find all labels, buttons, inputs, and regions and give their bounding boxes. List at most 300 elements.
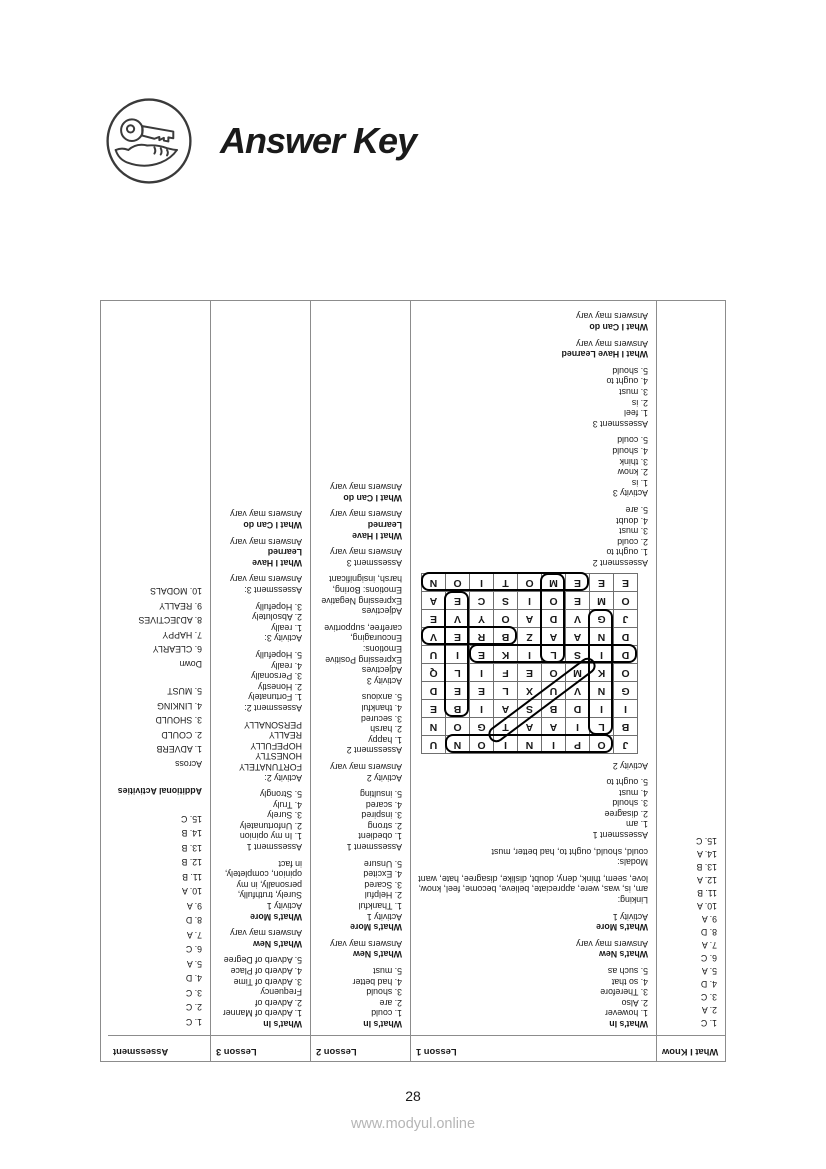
answer-section (416, 911, 648, 932)
answer-line: 1. am (625, 819, 648, 830)
word-outline-linking (589, 609, 614, 735)
answer-line: 1. obedient (358, 831, 402, 842)
section-label: What's More (350, 922, 402, 933)
answer-line: 4. Adverb of Place (230, 966, 302, 977)
answer-line: Answers may vary (576, 338, 648, 349)
answer-line: 4. LINKING (157, 701, 202, 711)
column-lesson-1 (411, 301, 657, 1061)
answer-line: 4. so that (611, 976, 648, 987)
grid-cell: E (421, 699, 445, 717)
word-outline-verb (422, 626, 518, 645)
answer-line: 4. D (185, 973, 202, 984)
section-label: What I Can do (243, 520, 302, 531)
answer-line: 2. know (617, 467, 648, 478)
answer-section (416, 873, 648, 905)
answer-line: 2. is (631, 397, 648, 408)
grid-cell: L (445, 663, 469, 681)
word-outline-opinion (446, 734, 614, 753)
answer-line: HONESTLY (255, 751, 302, 762)
key-in-hand-icon (104, 95, 194, 187)
grid-cell: V (445, 609, 469, 627)
answer-line: 2. are (379, 997, 402, 1008)
answer-line: 13. B (696, 862, 717, 872)
grid-cell: O (445, 717, 469, 735)
grid-cell: Z (517, 627, 541, 645)
answer-line: 6. CLEARLY (152, 644, 202, 655)
answer-section (416, 504, 648, 568)
answer-section (216, 719, 302, 783)
answer-line: 1. C (700, 1018, 717, 1028)
column-body (311, 482, 410, 1035)
answer-line: 1. happy (368, 734, 402, 745)
column-assessment (108, 301, 211, 1061)
answer-line: 4. ought to (606, 376, 648, 387)
section-label: What's More (596, 922, 648, 933)
answer-section (416, 846, 648, 867)
answer-line: 3. C (700, 992, 717, 1002)
answer-line: Assessment 2: (244, 702, 302, 713)
answer-line: 7. A (701, 940, 717, 950)
answer-section (216, 574, 302, 595)
answer-line: 1. ought to (606, 547, 648, 558)
grid-cell: Y (469, 609, 493, 627)
grid-cell: J (613, 735, 637, 753)
answer-line: 8. D (700, 927, 717, 937)
grid-cell: E (469, 681, 493, 699)
grid-cell: D (541, 609, 565, 627)
answer-line: 3. Therefore (600, 987, 648, 998)
grid-cell: V (565, 609, 589, 627)
grid-cell: K (493, 645, 517, 663)
grid-cell: O (517, 573, 541, 591)
word-outline-emotion (422, 572, 590, 591)
word-search-grid (419, 571, 638, 754)
section-label: What's New (598, 949, 648, 960)
answer-line: Activity 3 (612, 488, 648, 499)
answer-line: 3. should (366, 987, 402, 998)
grid-cell: A (541, 717, 565, 735)
grid-cell: E (589, 573, 613, 591)
grid-cell: D (613, 627, 637, 645)
grid-cell: N (517, 735, 541, 753)
answer-line: Across (175, 759, 202, 769)
grid-cell: O (541, 591, 565, 609)
answer-section (216, 789, 302, 853)
grid-cell: U (421, 645, 445, 663)
grid-cell: D (421, 681, 445, 699)
grid-cell: N (421, 573, 445, 591)
answer-section (316, 622, 402, 686)
answer-line: 5. anxious (361, 692, 402, 703)
answer-line: Activity 2: (264, 772, 302, 783)
answer-line: 4. Excited (363, 869, 402, 880)
answer-section (416, 938, 648, 959)
answer-line: Assessment 1 (592, 830, 648, 841)
answer-section (316, 482, 402, 503)
answer-line: 3. Hopefully (255, 601, 302, 612)
grid-cell: V (421, 627, 445, 645)
answer-section (216, 928, 302, 949)
section-label: What's New (352, 949, 402, 960)
answer-line: 4. D (700, 979, 717, 989)
grid-cell: C (469, 591, 493, 609)
column-header-lesson-1: Lesson 1 (411, 1035, 656, 1061)
answer-line: Assessment 2 (346, 745, 402, 756)
grid-cell: A (517, 717, 541, 735)
grid-cell: I (445, 645, 469, 663)
column-lesson-2 (311, 301, 411, 1061)
grid-cell: B (493, 627, 517, 645)
section-label: What I Can do (343, 492, 402, 503)
watermark-url: www.modyul.online (350, 1116, 476, 1132)
answer-line: PERSONALLY (243, 719, 302, 730)
answer-line: 1. ADVERB (156, 744, 202, 755)
answer-line: 3. think (619, 456, 648, 467)
answer-section (316, 938, 402, 959)
column-header-lesson-3: Lesson 3 (211, 1035, 310, 1061)
answer-key-table (100, 300, 726, 1062)
answer-section (316, 574, 402, 616)
grid-cell: O (613, 663, 637, 681)
grid-cell: B (445, 699, 469, 717)
grid-cell: O (541, 663, 565, 681)
grid-cell: F (493, 663, 517, 681)
grid-cell: A (541, 627, 565, 645)
answer-section (416, 760, 648, 771)
answer-line: 4. had better (352, 976, 402, 987)
answer-line: FORTUNATELY (238, 761, 302, 772)
answer-line: Adjectives Expressing Negative Emotions: Boring, harsh, insignificant (321, 574, 402, 617)
answer-line: 12. B (181, 857, 202, 868)
answer-section (662, 834, 717, 1029)
grid-cell: N (589, 627, 613, 645)
grid-cell: E (517, 663, 541, 681)
column-body (657, 826, 725, 1035)
answer-line: 2. A (701, 1005, 717, 1015)
answer-line: 3. should (612, 798, 648, 809)
answer-line: 5. Strongly (259, 789, 302, 800)
answer-line: 2. Helpful (364, 890, 402, 901)
answer-line: 5. A (186, 959, 202, 969)
grid-cell: U (421, 735, 445, 753)
answer-line: 5. ought to (606, 777, 648, 788)
grid-cell: I (469, 663, 493, 681)
answer-section (316, 761, 402, 782)
answer-line: 2. Unfortunately (239, 820, 302, 831)
answer-line: 5. Hopefully (255, 650, 302, 660)
grid-cell: P (565, 735, 589, 753)
grid-cell: L (541, 645, 565, 663)
answer-line: 11. B (182, 872, 202, 882)
answer-line: 2. Adverb of Frequency (255, 987, 302, 1008)
grid-cell: I (565, 717, 589, 735)
answer-line: 1. feel (624, 408, 648, 419)
grid-cell: B (541, 699, 565, 717)
column-header-what-i-know: What I Know (657, 1035, 725, 1061)
grid-cell: I (517, 645, 541, 663)
answer-section (216, 536, 302, 568)
grid-cell: U (541, 681, 565, 699)
answer-line: 1. is (631, 477, 648, 488)
answer-line: 10. A (696, 901, 717, 911)
answer-line: 15. C (180, 814, 202, 824)
column-header-assessment: Assessment (108, 1035, 210, 1061)
answer-section (416, 365, 648, 429)
answer-section (316, 692, 402, 756)
answer-line: 5. Unsure (363, 858, 402, 869)
answer-line: Assessment 3: (244, 585, 302, 596)
answer-line: Adjectives Expressing Positive Emotions: Encouraging, carefree, supportive (324, 622, 402, 676)
answer-line: 3. must (619, 387, 648, 398)
answer-line: 1. Thankful (358, 901, 402, 912)
section-label: What I Can do (589, 322, 648, 333)
answer-line: 5. MUST (167, 686, 202, 697)
grid-cell: E (445, 681, 469, 699)
grid-cell: Q (421, 663, 445, 681)
answer-line: 1. however (604, 1008, 648, 1019)
answer-section (316, 789, 402, 853)
answer-line: 1. Fortunately (248, 692, 302, 703)
answer-line: Activity 1 (366, 911, 402, 922)
answer-line: 5. could (617, 435, 648, 446)
answer-line: 3. SHOULD (155, 715, 202, 726)
column-header-lesson-2: Lesson 2 (311, 1035, 410, 1061)
answer-line: 10. A (181, 886, 202, 897)
answer-line: 8. D (185, 915, 202, 926)
section-label: Additional Activities (117, 786, 202, 797)
grid-cell: N (589, 681, 613, 699)
answer-line: 10. MODALS (150, 586, 202, 597)
grid-cell: M (589, 591, 613, 609)
grid-cell: I (589, 645, 613, 663)
answer-line: Assessment 1 (246, 842, 302, 853)
answer-line: am, is, was, were, appreciate, believe, become, feel, know, love, seem, think, deny, doubt, dislike, disagree, hate, want (418, 873, 648, 895)
answer-line: 3. must (619, 526, 648, 537)
answer-line: REALLY (268, 730, 302, 741)
answer-line: 2. could (617, 536, 648, 547)
answer-line: 1. Adverb of Manner (222, 1008, 302, 1019)
grid-cell: I (517, 591, 541, 609)
answer-line: 2. C (185, 1002, 202, 1013)
section-label: What's New (252, 938, 302, 949)
answer-line: Answers may vary (330, 938, 402, 949)
answer-line: 4. Truly (273, 799, 302, 810)
column-body (108, 571, 210, 1035)
grid-cell: S (517, 699, 541, 717)
answer-line: Surely, truthfully, personally, in my opinion, completely, in fact (224, 858, 302, 901)
grid-cell: B (613, 717, 637, 735)
grid-cell: T (493, 573, 517, 591)
grid-cell: X (517, 681, 541, 699)
section-label: What's In (609, 1019, 648, 1029)
answer-line: Assessment 1 (346, 842, 402, 853)
answer-line: 3. inspired (361, 810, 402, 821)
answer-line: 3. C (185, 988, 202, 998)
grid-cell: S (565, 645, 589, 663)
answer-line: Answers may vary (230, 536, 302, 547)
answer-line: Answers may vary (330, 482, 402, 493)
grid-cell: J (613, 609, 637, 627)
grid-cell: I (469, 699, 493, 717)
answer-section (416, 777, 648, 841)
grid-cell: D (565, 699, 589, 717)
answer-line: Modals: (617, 857, 648, 868)
page-header (104, 95, 416, 187)
column-lesson-3 (211, 301, 311, 1061)
answer-line: 12. A (696, 875, 717, 885)
grid-cell: T (493, 717, 517, 735)
answer-line: 5. A (701, 966, 717, 976)
answer-line: Answers may vary (230, 574, 302, 585)
word-outline-believe (445, 591, 470, 717)
answer-section (113, 584, 202, 671)
answer-line: Activity 2 (366, 772, 402, 783)
answer-line: Activity 1 (266, 901, 302, 912)
grid-cell: R (469, 627, 493, 645)
answer-line: 7. A (186, 930, 202, 940)
grid-cell: A (517, 609, 541, 627)
answer-section (316, 858, 402, 932)
answer-line: 5. must (373, 966, 402, 977)
answer-line: 2. Absolutely (252, 612, 302, 623)
grid-cell: I (469, 573, 493, 591)
grid-cell: I (493, 735, 517, 753)
grid-cell: O (493, 609, 517, 627)
grid-cell: M (541, 573, 565, 591)
answer-section (216, 601, 302, 643)
grid-cell: G (589, 609, 613, 627)
answer-line: Assessment 3 (346, 557, 402, 568)
answer-section (316, 547, 402, 568)
answer-line: Activity 1 (612, 911, 648, 922)
answer-line: 5. should (612, 365, 648, 376)
grid-cell: S (493, 591, 517, 609)
answer-line: 4. must (619, 787, 648, 798)
answer-section (216, 649, 302, 713)
grid-cell: E (565, 573, 589, 591)
grid-cell: O (469, 735, 493, 753)
answer-section (316, 965, 402, 1029)
page-number: 28 (405, 1088, 421, 1104)
column-body (411, 311, 656, 1035)
answer-line: 1. C (185, 1017, 202, 1027)
answer-line: Answers may vary (576, 938, 648, 949)
answer-section (416, 338, 648, 359)
answer-section (416, 435, 648, 499)
answer-line: 3. Adverb of Time (233, 976, 302, 987)
grid-cell: A (421, 591, 445, 609)
answer-line: 15. C (695, 836, 717, 846)
grid-cell: D (613, 645, 637, 663)
grid-cell: I (613, 699, 637, 717)
answer-line: 6. C (700, 953, 717, 963)
answer-line: 1. could (371, 1008, 402, 1019)
answer-line: 2. Also (621, 997, 648, 1008)
answer-line: 9. A (186, 901, 202, 911)
answer-line: 4. scared (365, 799, 402, 810)
answer-line: 8. ADJECTIVES (138, 615, 202, 626)
column-what-i-know (657, 301, 725, 1061)
grid-cell: E (445, 591, 469, 609)
answer-line: Activity 2 (612, 760, 648, 771)
answer-line: 13. B (181, 843, 202, 853)
answer-section (113, 812, 202, 1030)
page-title: Answer Key (220, 120, 417, 161)
answer-section (216, 858, 302, 922)
answer-line: 3. secured (360, 713, 402, 724)
grid-cell: E (613, 573, 637, 591)
answer-line: 7. HAPPY (162, 630, 202, 640)
answer-line: Linking: (617, 895, 648, 906)
grid-cell: A (493, 699, 517, 717)
answer-line: Activity 3: (264, 633, 302, 644)
grid-cell: N (421, 717, 445, 735)
answer-line: HOPEFULLY (250, 740, 302, 751)
answer-line: Answers may vary (576, 311, 648, 322)
answer-line: Answers may vary (230, 928, 302, 939)
grid-cell: M (565, 663, 589, 681)
grid-cell: K (589, 663, 613, 681)
section-label: What's In (263, 1019, 302, 1029)
answer-line: Answers may vary (230, 509, 302, 520)
answer-line: 14. A (696, 849, 717, 859)
answer-line: 2. Honestly (257, 681, 302, 692)
answer-line: 5. insulting (359, 789, 402, 800)
answer-line: 3. Surely (267, 810, 302, 821)
grid-cell: O (445, 573, 469, 591)
grid-cell: L (589, 717, 613, 735)
answer-line: 2. COULD (161, 730, 202, 740)
answer-line: 1. In my opinion (239, 831, 302, 842)
answer-section (216, 955, 302, 1029)
answer-line: 4. really (271, 660, 302, 671)
answer-line: 3. Scared (364, 879, 402, 890)
answer-line: 2. disagree (604, 808, 648, 819)
answer-line: 9. A (701, 914, 717, 924)
answer-line: 4. should (612, 446, 648, 456)
answer-line: 1. really (271, 622, 302, 633)
answer-line: Answers may vary (330, 761, 402, 772)
grid-cell: G (613, 681, 637, 699)
section-label: What I Have Learned (561, 349, 648, 360)
grid-cell: A (565, 627, 589, 645)
answer-line: Answers may vary (330, 547, 402, 558)
answer-section (416, 311, 648, 332)
answer-line: 11. B (697, 888, 717, 898)
answer-line: Answers may vary (330, 509, 402, 520)
section-label: What's More (250, 911, 302, 922)
answer-line: 3. Personally (251, 671, 302, 682)
grid-cell: E (565, 591, 589, 609)
answer-section (416, 965, 648, 1029)
grid-cell: I (589, 699, 613, 717)
answer-line: 4. doubt (616, 515, 648, 526)
grid-cell: O (589, 735, 613, 753)
answer-line: 14. B (181, 828, 202, 839)
grid-cell: N (445, 735, 469, 753)
section-label: What I Have Learned (252, 547, 302, 568)
grid-cell: O (613, 591, 637, 609)
column-body (211, 509, 310, 1035)
answer-line: 5. such as (607, 966, 648, 977)
answer-line: could, should, ought to, had better, must (491, 846, 648, 857)
grid-cell: V (565, 681, 589, 699)
answer-line: 2. harsh (370, 724, 402, 735)
grid-cell: G (469, 717, 493, 735)
answer-line: 2. strong (367, 820, 402, 831)
answer-line: Assessment 3 (592, 418, 648, 429)
answer-line: Activity 3 (366, 675, 402, 686)
